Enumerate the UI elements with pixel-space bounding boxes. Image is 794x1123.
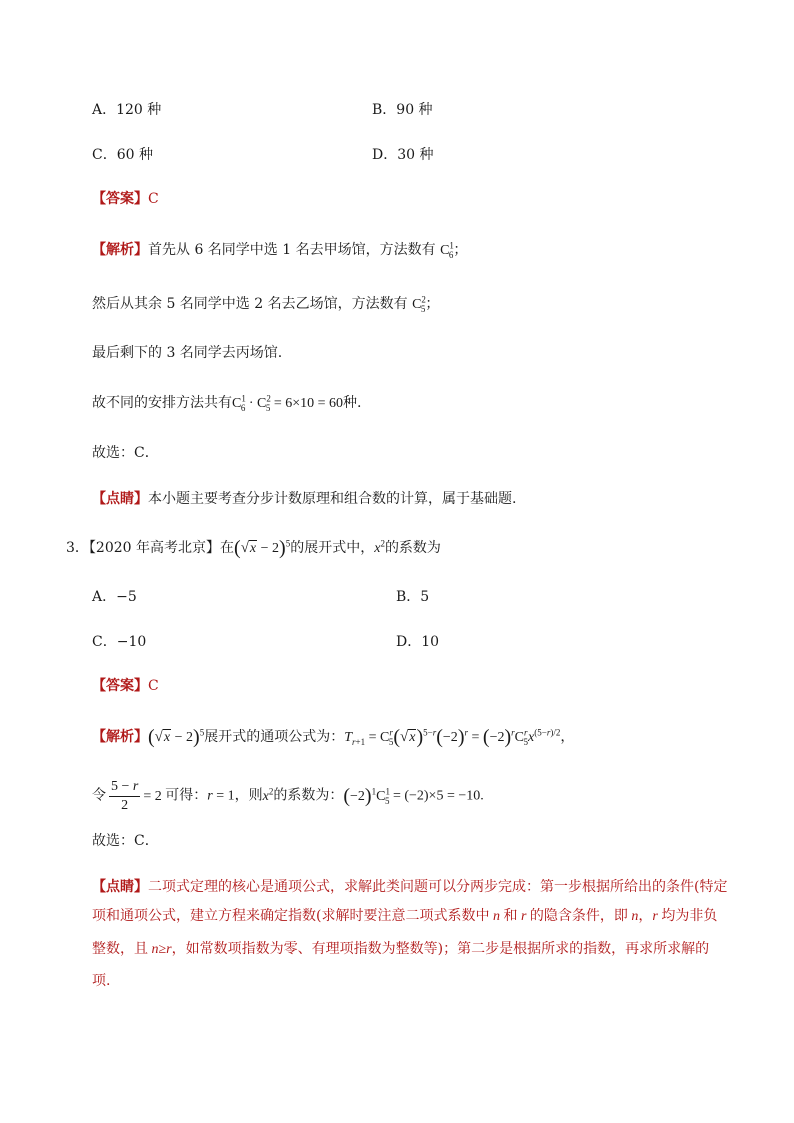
comment-text: 本小题主要考查分步计数原理和组合数的计算，属于基础题.	[148, 491, 517, 507]
analysis-tag: 【解析】	[92, 242, 148, 258]
q3-stem	[66, 538, 441, 559]
q2-choose: 故选：C．	[92, 445, 159, 461]
analysis-text: 展开式的通项公式为：	[204, 729, 345, 745]
q3-option-d: D．10	[396, 634, 440, 650]
comment-text: 和	[503, 908, 518, 924]
analysis-text: 令	[92, 787, 106, 804]
formula-general-term: $T_{r+1} = C^r_5(√x)^{5-r}(-2)^r = (-2)^rC^r_5x^{(5-r)/2}$，	[344, 726, 575, 748]
formula-binomial: $(√x - 2)^5$	[148, 726, 205, 748]
q2-analysis-line-4	[92, 393, 361, 414]
q3-analysis-line-2	[92, 778, 484, 815]
comment-text: ，如常数项指数为零、有理项指数为整数等)；第二步是根据所求的指数，再求所求解的	[171, 941, 710, 957]
comment-text: 整数，且	[92, 941, 148, 957]
q3-comment-line-3	[92, 939, 709, 960]
answer-tag: 【答案】	[92, 678, 148, 694]
analysis-text: 的系数为：	[273, 787, 344, 804]
q2-option-a: A．120 种	[92, 102, 162, 118]
var-n: n	[627, 909, 639, 924]
punct: .	[480, 788, 484, 804]
formula-c52: $C^2_5$	[412, 294, 426, 314]
analysis-text: 然后从其余 5 名同学中选 2 名去乙场馆，方法数有	[92, 296, 408, 312]
q2-analysis-line-2	[92, 294, 439, 315]
analysis-text: 种.	[343, 395, 362, 411]
formula-binomial: $(√x - 2)^5$	[234, 537, 291, 559]
punct: ；	[425, 296, 440, 312]
q3-comment-line-4: 项.	[92, 973, 111, 989]
answer-tag: 【答案】	[92, 191, 148, 207]
q2-comment	[92, 489, 516, 509]
formula-x2: $x^2$	[374, 538, 385, 556]
comment-text: 均为非负	[661, 908, 718, 924]
q3-option-b: B．5	[396, 589, 430, 605]
question-number: 3．	[66, 540, 89, 556]
question-source: 【2020 年高考北京】	[88, 540, 221, 556]
q3-option-c: C．−10	[92, 634, 147, 650]
var-r: r	[517, 909, 530, 924]
formula-coefficient: $(-2)^1C^1_5$	[343, 784, 390, 807]
q3-analysis-line-1	[92, 727, 574, 748]
comment-text: 项和通项公式，建立方程来确定指数(求解时要注意二项式系数中	[92, 908, 490, 924]
formula-product: $C^1_6 \cdot C^2_5$	[232, 393, 271, 413]
q3-comment-line-2	[92, 906, 717, 927]
q3-comment-line-1	[92, 877, 727, 897]
q3-choose: 故选：C．	[92, 833, 159, 849]
q2-option-c: C．60 种	[92, 147, 153, 163]
formula-result: = 6×10 = 60	[273, 396, 344, 411]
q3-option-a: A．−5	[92, 589, 137, 605]
formula-equation: $\frac{5 - r}{2}$ = 2	[111, 779, 166, 813]
answer-value: C	[148, 678, 159, 694]
analysis-text: ，则	[234, 787, 263, 804]
stem-text: 在	[220, 540, 235, 556]
comment-text: ，	[638, 908, 653, 924]
analysis-tag: 【解析】	[92, 729, 148, 745]
comment-tag: 【点睛】	[92, 879, 148, 895]
comment-text: 二项式定理的核心是通项公式，求解此类问题可以分两步完成：第一步根据所给出的条件(特定	[148, 879, 728, 895]
formula-c61: $C^1_6$	[440, 240, 454, 260]
analysis-text: 可得：	[165, 787, 208, 804]
q3-answer	[92, 676, 159, 696]
stem-text: 的系数为	[384, 540, 441, 556]
q2-option-b: B．90 种	[372, 102, 433, 118]
q2-analysis-line-1	[92, 240, 467, 261]
q2-answer	[92, 189, 159, 209]
comment-text: 的隐含条件，即	[529, 908, 628, 924]
var-n-ge-r: n≥r	[148, 942, 172, 957]
analysis-text: 首先从 6 名同学中选 1 名去甲场馆，方法数有	[148, 242, 436, 258]
punct: ；	[453, 242, 468, 258]
formula-r: r = 1	[207, 788, 235, 804]
var-r: r	[652, 909, 662, 924]
q2-option-d: D．30 种	[372, 147, 434, 163]
var-n: n	[489, 909, 504, 924]
answer-value: C	[148, 191, 159, 207]
q2-analysis-line-3: 最后剩下的 3 名同学去丙场馆.	[92, 345, 283, 361]
formula-result: = (−2)×5 = −10	[392, 788, 481, 804]
formula-x2: $x^2$	[262, 786, 274, 804]
analysis-text: 故不同的安排方法共有	[92, 395, 232, 411]
comment-tag: 【点睛】	[92, 491, 148, 507]
stem-text: 的展开式中，	[290, 540, 375, 556]
